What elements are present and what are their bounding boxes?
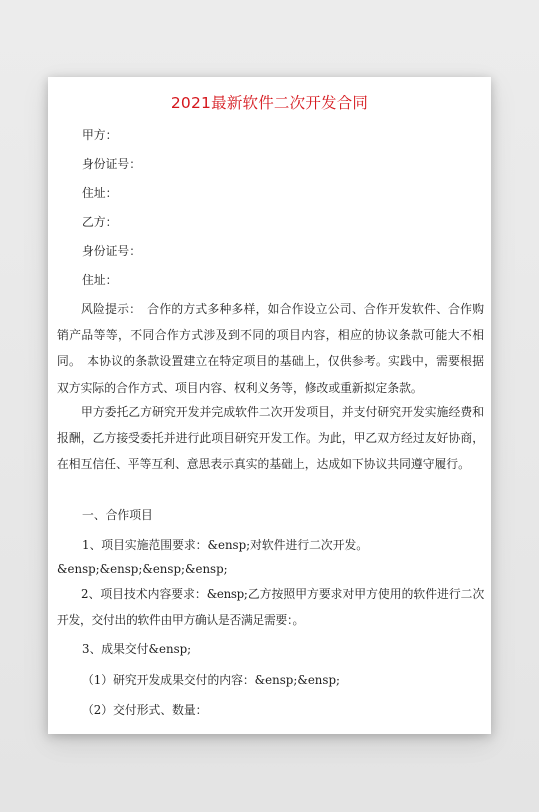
party-a-field: 甲方：	[82, 128, 118, 142]
party-b-field: 乙方：	[82, 215, 118, 229]
contract-page	[48, 77, 491, 734]
party-a-id-field: 身份证号：	[82, 157, 141, 171]
clause-scope: 1、项目实施范围要求：&ensp;对软件进行二次开发。	[82, 538, 369, 552]
clause-technical-requirements: 2、项目技术内容要求：&ensp;乙方按照甲方要求对甲方使用的软件进行二次开发，交付出的软件由甲方确认是否满足需要：。	[57, 587, 484, 628]
clause-deliverables-form: （2）交付形式、数量：	[82, 703, 208, 717]
risk-notice-paragraph: 风险提示： 合作的方式多种多样，如合作设立公司、合作开发软件、合作购销产品等等，不同合作方式涉及到不同的项目内容，相应的协议条款可能大不相同。 本协议的条款设置建立在特定项目的基础上，仅供参考。实践中，需要根据双方实际的合作方式、项目内容、权利义务等，修改或重新拟定条款。	[57, 302, 484, 395]
party-b-id-field: 身份证号：	[82, 244, 141, 258]
clause-scope-continuation: &ensp;&ensp;&ensp;&ensp;	[57, 562, 228, 576]
intro-paragraph: 甲方委托乙方研究开发并完成软件二次开发项目，并支付研究开发实施经费和报酬，乙方接受委托并进行此项目研究开发工作。为此，甲乙双方经过友好协商，在相互信任、平等互利、意思表示真实的基础上，达成如下协议共同遵守履行。	[57, 405, 484, 472]
clause-deliverables: 3、成果交付&ensp;	[82, 642, 192, 656]
party-a-address-field: 住址：	[82, 186, 118, 200]
party-b-address-field: 住址：	[82, 273, 118, 287]
clause-deliverables-content: （1）研究开发成果交付的内容：&ensp;&ensp;	[82, 673, 340, 687]
document-title: 2021最新软件二次开发合同	[170, 94, 369, 112]
section-heading-cooperation: 一、合作项目	[82, 508, 153, 522]
